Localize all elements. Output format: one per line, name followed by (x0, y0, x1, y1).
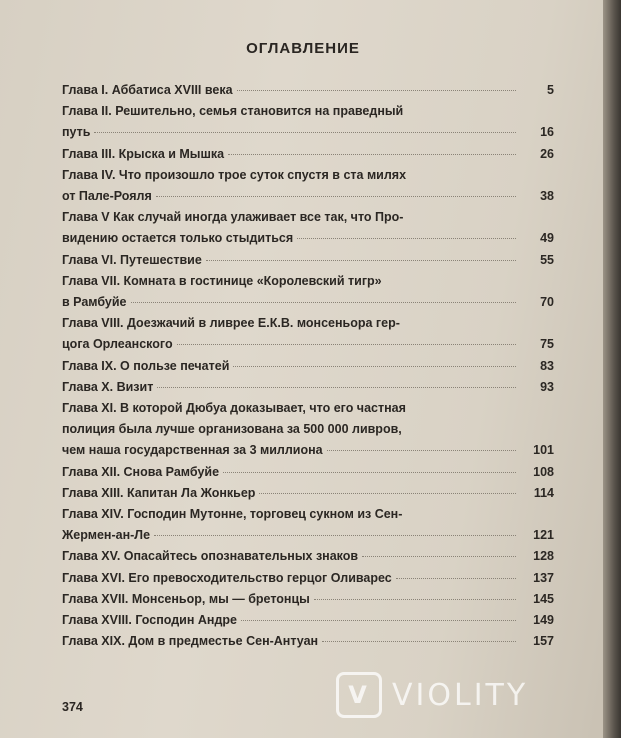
dot-leader (156, 196, 516, 197)
toc-entry (62, 483, 554, 504)
dot-leader (154, 535, 516, 536)
dot-leader (314, 599, 516, 600)
toc-entry (62, 462, 554, 483)
toc-entry-text: чем наша государственная за 3 миллиона (62, 443, 323, 458)
v-logo-icon: V (336, 672, 382, 718)
toc-entry (62, 398, 554, 462)
toc-entry-text: полиция была лучше организована за 500 000 ливров, (62, 422, 402, 437)
dot-leader (223, 472, 516, 473)
toc-page-number: 75 (540, 337, 554, 352)
toc-entry-text: видению остается только стыдиться (62, 231, 294, 246)
toc-entry (62, 356, 554, 377)
toc-page-number: 145 (533, 591, 554, 606)
toc-page-number: 5 (547, 83, 554, 97)
toc-entry-text: Глава XIX. Дом в предместье Сен-Антуан (62, 634, 319, 649)
toc-entry-text: Глава XIII. Капитан Ла Жонкьер (62, 485, 256, 500)
toc-entry-text: от Пале-Рояля (62, 189, 152, 204)
book-spine-shadow (603, 0, 621, 738)
toc-entry-text: Глава XII. Снова Рамбуйе (62, 464, 220, 479)
toc-page-number: 83 (540, 358, 554, 373)
toc-page-number: 93 (540, 379, 554, 394)
toc-entry (62, 207, 554, 249)
toc-entry-text: Глава XVIII. Господин Андре (62, 613, 237, 628)
toc-page-number: 101 (533, 443, 554, 458)
dot-leader (327, 450, 516, 451)
toc-entry-text: Глава IV. Что произошло трое суток спустя в ста милях (62, 167, 407, 182)
toc-entry (62, 546, 554, 567)
toc-entry-text: Жермен-ан-Ле (62, 528, 151, 543)
toc-page-number: 55 (540, 252, 554, 267)
toc-entry-text: Глава V Как случай иногда улаживает все так, что Про- (62, 210, 404, 225)
watermark (336, 672, 528, 718)
toc-page-number: 114 (533, 485, 554, 500)
dot-leader (228, 154, 516, 155)
dot-leader (362, 556, 516, 557)
toc-page-number: 137 (533, 570, 554, 585)
dot-leader (241, 620, 516, 621)
dot-leader (297, 238, 516, 239)
dot-leader (177, 344, 516, 345)
toc-entry-text: Глава II. Решительно, семья становится на праведный (62, 104, 404, 119)
toc-entry (62, 504, 554, 546)
dot-leader (322, 641, 516, 642)
toc-entry-text: Глава VIII. Доезжачий в ливрее Е.К.В. монсеньора гер- (62, 316, 400, 331)
toc-entry (62, 144, 554, 165)
page-title: ОГЛАВЛЕНИЕ (246, 40, 360, 57)
dot-leader (157, 387, 516, 388)
toc-entry-text: путь (62, 125, 91, 140)
toc-entry-text: Глава XI. В которой Дюбуа доказывает, что его частная (62, 401, 406, 416)
dot-leader (94, 132, 516, 133)
dot-leader (233, 366, 516, 367)
page-number: 374 (62, 700, 83, 714)
toc-entry (62, 271, 554, 313)
toc-entry-text: Глава IX. О пользе печатей (62, 358, 230, 373)
toc-entry-text: в Рамбуйе (62, 295, 127, 310)
dot-leader (259, 493, 516, 494)
toc-page-number: 157 (533, 634, 554, 649)
toc-entry (62, 631, 554, 652)
toc-entry-text: Глава VI. Путешествие (62, 252, 202, 267)
table-of-contents (62, 80, 554, 652)
toc-entry-text: Глава I. Аббатиса XVIII века (62, 83, 233, 97)
toc-entry (62, 568, 554, 589)
toc-entry (62, 610, 554, 631)
toc-page-number: 38 (540, 189, 554, 204)
toc-page-number: 121 (533, 528, 554, 543)
toc-page-number: 128 (533, 549, 554, 564)
toc-page-number: 70 (540, 295, 554, 310)
toc-entry (62, 250, 554, 271)
toc-page-number: 16 (540, 125, 554, 140)
dot-leader (206, 260, 516, 261)
toc-entry-text: цога Орлеанского (62, 337, 173, 352)
toc-entry-text: Глава VII. Комната в гостинице «Королевский тигр» (62, 273, 382, 288)
toc-entry (62, 313, 554, 355)
toc-page-number: 49 (540, 231, 554, 246)
dot-leader (396, 578, 516, 579)
toc-entry (62, 80, 554, 101)
toc-entry-text: Глава XIV. Господин Мутонне, торговец сукном из Сен- (62, 507, 403, 522)
dot-leader (131, 302, 516, 303)
toc-entry (62, 589, 554, 610)
toc-page-number: 149 (533, 613, 554, 628)
toc-entry (62, 165, 554, 207)
watermark-text: VIOLITY (392, 677, 529, 713)
toc-entry-text: Глава XV. Опасайтесь опознавательных знаков (62, 549, 359, 564)
toc-entry-text: Глава X. Визит (62, 379, 154, 394)
toc-entry-text: Глава XVI. Его превосходительство герцог Оливарес (62, 570, 392, 585)
toc-entry (62, 101, 554, 143)
dot-leader (237, 90, 516, 91)
toc-entry-text: Глава III. Крыска и Мышка (62, 146, 225, 161)
toc-entry-text: Глава XVII. Монсеньор, мы — бретонцы (62, 591, 310, 606)
toc-page-number: 26 (540, 146, 554, 161)
toc-entry (62, 377, 554, 398)
toc-page-number: 108 (533, 464, 554, 479)
